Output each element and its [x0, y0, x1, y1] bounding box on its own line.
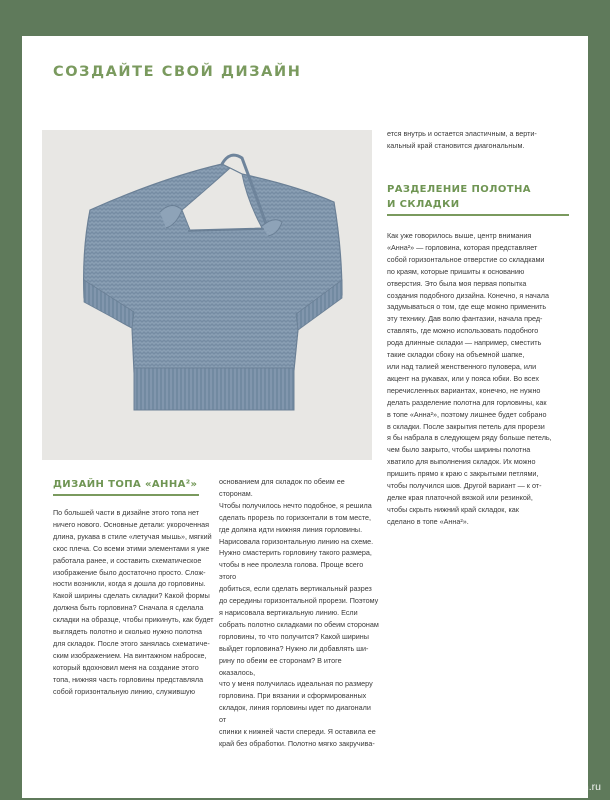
heading-rule — [387, 214, 569, 216]
section-heading-division: РАЗДЕЛЕНИЕ ПОЛОТНА И СКЛАДКИ — [387, 184, 531, 210]
knitted-top-photo — [42, 130, 372, 460]
middle-column — [219, 477, 379, 750]
magazine-page — [22, 36, 588, 798]
left-column — [53, 477, 233, 698]
watermark: PassionForum.ru — [521, 781, 601, 793]
knitted-top-image — [42, 130, 372, 460]
right-column — [387, 182, 569, 528]
right-column-continuation — [387, 128, 569, 152]
middle-body-text: основанием для складок по обеим ее сторонам. Чтобы получилось нечто подобное, я решила сделать прорезь по горизонтали в том месте, где должна идти нижняя линия горловины. Нарисовала горизонтальную линию на схеме. Нужно смастерить горловину такого размера, чтобы в нее пролезла голова. Проще всего этого добиться, если сделать вертикальный разрез до середины горизонтальной прорези. Поэтому я нарисовала вертикальную линию. Если собрать полотно складками по обеим сторонам горловины, то что получится? Какой ширины выйдет горловина? Нужно ли добавлять ши- рину по обеим ее сторонам? В итоге оказалось, что у меня получилась идеальная по размеру горловина. При вязании и сформированных складок, линия горловины идет по диагонали от спинки к нижней части спереди. Я оставила ее край без обработки. Полотно мягко закручива- — [219, 477, 379, 748]
division-body-text: Как уже говорилось выше, центр внимания «Анна²» — горловина, которая представляет собой горизонтальное отверстие со складками по краям, которые пришиты к основанию отверстия. Это была моя первая попытка создания подобного дизайна. Конечно, я начала задумываться о том, где еще можно применить эту технику. Дав волю фантазии, начала пред- ставлять, где можно использовать подобного рода длинные складки — например, сместить такие складки сбоку на объемной шапке, или над талией женственного пуловера, или акцент на рукавах, или у пояса юбки. Во всех перечисленных вариантах, конечно, не нужно делать разделение полотна для горловины, как в топе «Анна²», поэтому лишнее будет собрано в складки. После закрытия петель для прорези я бы набрала в следующем ряду больше петель, чем было закрыто, чтобы ширины полотна хватило для выполнения складок. Их можно пришить прямо к краю с закрытыми петлями, чтобы получился шов. Другой вариант — к от- делке края платочной вязкой или резинкой, чтобы скрыть нижний край складок, как сделано в топе «Анна²». — [387, 231, 552, 526]
continuation-text: ется внутрь и остается эластичным, а верти- кальный край становится диагональным. — [387, 129, 537, 150]
page-title: СОЗДАЙТЕ СВОЙ ДИЗАЙН — [53, 64, 302, 80]
section-heading-design: ДИЗАЙН ТОПА «АННА²» — [53, 479, 198, 490]
heading-rule — [53, 494, 199, 496]
design-body-text: По большей части в дизайне этого топа нет ничего нового. Основные детали: укороченная длина, рукава в стиле «летучая мышь», мягкий скос плеча. Со всеми этими элементами я уже работала ранее, и составить схематическое изображение было достаточно просто. Слож- ности возникли, когда я дошла до горловины. Какой ширины сделать складки? Какой формы должна быть горловина? Сначала я сделала складки на образце, чтобы прикинуть, как будет выглядеть полотно и сколько нужно полотна для складок. После этого занялась схематиче- ским изображением. На винтажном наброске, который вдохновил меня на создание этого топа, нижняя часть горловины представляла собой горизонтальную линию, служившую — [53, 508, 214, 696]
